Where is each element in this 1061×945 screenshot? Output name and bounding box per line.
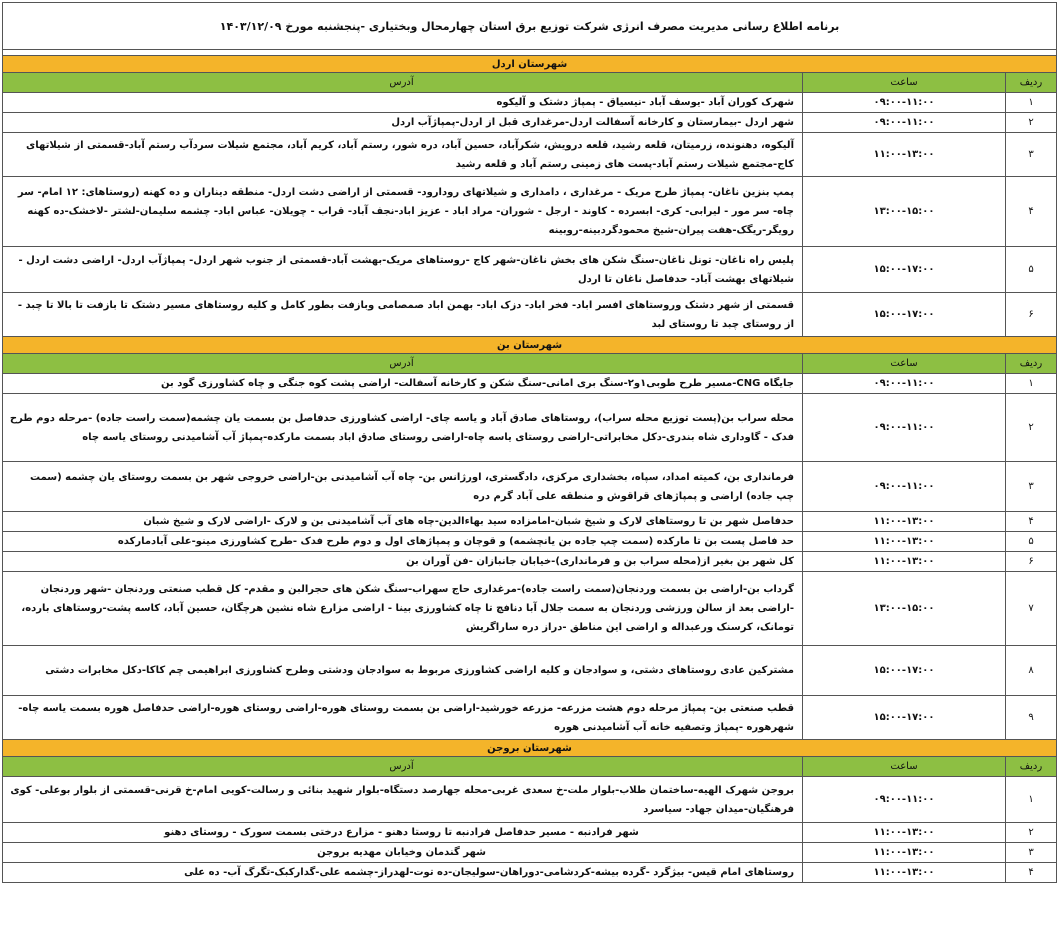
row-number-cell: ۶ bbox=[1006, 293, 1057, 337]
table-row bbox=[3, 843, 1057, 863]
time-range-cell: ۱۱:۰۰-۱۳:۰۰ bbox=[803, 843, 1006, 863]
table-row bbox=[3, 823, 1057, 843]
row-number-cell: ۵ bbox=[1006, 532, 1057, 552]
table-row bbox=[3, 462, 1057, 512]
row-number-cell: ۷ bbox=[1006, 572, 1057, 646]
county-header: شهرستان بن bbox=[3, 337, 1057, 354]
table-row bbox=[3, 572, 1057, 646]
table-row bbox=[3, 863, 1057, 883]
time-range-cell: ۱۳:۰۰-۱۵:۰۰ bbox=[803, 572, 1006, 646]
column-header-time: ساعت bbox=[803, 354, 1006, 374]
table-row bbox=[3, 777, 1057, 823]
address-cell: مشترکین عادی روستاهای دشتی، و سوادجان و کلیه اراضی کشاورزی مربوط به سوادجان ودشتی وطرح کشاورزی ابراهیمی چم کاکا-دکل مخابرات دشتی bbox=[3, 646, 803, 696]
table-row bbox=[3, 374, 1057, 394]
county-header: شهرستان بروجن bbox=[3, 740, 1057, 757]
sections-container bbox=[3, 56, 1057, 883]
address-cell: بروجن شهرک الهیه-ساختمان طلاب-بلوار ملت-خ سعدی غربی-محله جهارصد دستگاه-بلوار شهید بنائی و رسالت-کویی امام-خ قرنی-قسمتی از بلوار بوعلی- کوی فرهنگیان-میدان جهاد- سیاسرد bbox=[3, 777, 803, 823]
table-header-row bbox=[3, 73, 1057, 93]
address-cell: جایگاه CNG-مسیر طرح طوبی۱و۲-سنگ بری امانی-سنگ شکن و کارخانه آسفالت- اراضی پشت کوه جنگی و چاه کشاورزی گود بن bbox=[3, 374, 803, 394]
address-cell: حدفاصل شهر بن تا روستاهای لارک و شیخ شبان-امامزاده سید بهاءالدین-چاه های آب آشامیدنی بن و لارک -اراضی لارک و شیخ شبان bbox=[3, 512, 803, 532]
row-number-cell: ۱ bbox=[1006, 374, 1057, 394]
address-cell: گرداب بن-اراضی بن بسمت وردنجان(سمت راست جاده)-مرغداری حاج سهراب-سنگ شکن های حجرالبن و مقدم- کل قطب صنعتی وردنجان -شهر وردنجان -اراضی بعد از سالن ورزشی وردنجان به سمت جلال آبا دنافچ تا چاه کشاورزی بینا - اراضی مزارع شاه نشین هرچگان، حسین آباد، کاسه پشت-روستاهای بارده، تومانک، کرسنک ورعبداله و اراضی این مناطق -دراز دره ساراگریش bbox=[3, 572, 803, 646]
time-range-cell: ۱۱:۰۰-۱۳:۰۰ bbox=[803, 823, 1006, 843]
row-number-cell: ۴ bbox=[1006, 177, 1057, 247]
column-header-address: آدرس bbox=[3, 354, 803, 374]
table-header-row bbox=[3, 354, 1057, 374]
address-cell: قسمتی از شهر دشتک وروستاهای افسر اباد- فخر اباد- دزک اباد- بهمن اباد صمصامی وبازفت بطور کامل و کلیه روستاهای مسیر دشتک تا بازفت تا بالا تا چبد - از روستای چبد تا روستای لبد bbox=[3, 293, 803, 337]
time-range-cell: ۱۳:۰۰-۱۵:۰۰ bbox=[803, 177, 1006, 247]
table-header-row bbox=[3, 757, 1057, 777]
time-range-cell: ۰۹:۰۰-۱۱:۰۰ bbox=[803, 462, 1006, 512]
row-number-cell: ۶ bbox=[1006, 552, 1057, 572]
table-row bbox=[3, 293, 1057, 337]
time-range-cell: ۱۱:۰۰-۱۳:۰۰ bbox=[803, 552, 1006, 572]
column-header-row-number: ردیف bbox=[1006, 354, 1057, 374]
address-cell: روستاهای امام قیس- بیژگرد -گرده بیشه-کردشامی-دوراهان-سولیجان-ده توت-لهدراز-چشمه علی-گدارکبک-تگرگ آب- ده علی bbox=[3, 863, 803, 883]
row-number-cell: ۴ bbox=[1006, 863, 1057, 883]
outage-table bbox=[3, 73, 1057, 337]
row-number-cell: ۳ bbox=[1006, 843, 1057, 863]
time-range-cell: ۰۹:۰۰-۱۱:۰۰ bbox=[803, 394, 1006, 462]
page-title: برنامه اطلاع رسانی مدیریت مصرف انرژی شرکت توزیع برق استان چهارمحال وبختیاری -پنجشنبه مورخ ۱۴۰۳/۱۲/۰۹ bbox=[3, 3, 1057, 50]
time-range-cell: ۱۱:۰۰-۱۳:۰۰ bbox=[803, 863, 1006, 883]
table-row bbox=[3, 247, 1057, 293]
time-range-cell: ۱۱:۰۰-۱۳:۰۰ bbox=[803, 512, 1006, 532]
row-number-cell: ۲ bbox=[1006, 823, 1057, 843]
row-number-cell: ۹ bbox=[1006, 696, 1057, 740]
row-number-cell: ۱ bbox=[1006, 777, 1057, 823]
address-cell: فرمانداری بن، کمیته امداد، سپاه، بخشداری مرکزی، دادگستری، اورژانس بن- چاه آب آشامیدنی بن-اراضی خروجی شهر بن بسمت روستای یان چشمه (سمت چپ جاده) اراضی و پمپاژهای قراقوش و منطقه علی آباد گرم دره bbox=[3, 462, 803, 512]
column-header-time: ساعت bbox=[803, 73, 1006, 93]
table-row bbox=[3, 512, 1057, 532]
table-row bbox=[3, 133, 1057, 177]
table-row bbox=[3, 177, 1057, 247]
time-range-cell: ۰۹:۰۰-۱۱:۰۰ bbox=[803, 93, 1006, 113]
table-row bbox=[3, 552, 1057, 572]
table-row bbox=[3, 394, 1057, 462]
table-row bbox=[3, 93, 1057, 113]
column-header-address: آدرس bbox=[3, 73, 803, 93]
schedule-sheet bbox=[2, 2, 1057, 883]
column-header-time: ساعت bbox=[803, 757, 1006, 777]
table-row bbox=[3, 646, 1057, 696]
county-header: شهرستان اردل bbox=[3, 56, 1057, 73]
time-range-cell: ۰۹:۰۰-۱۱:۰۰ bbox=[803, 113, 1006, 133]
time-range-cell: ۱۵:۰۰-۱۷:۰۰ bbox=[803, 247, 1006, 293]
row-number-cell: ۳ bbox=[1006, 133, 1057, 177]
address-cell: کل شهر بن بغیر از(محله سراب بن و فرمانداری)-خیابان جانبازان -فن آوران بن bbox=[3, 552, 803, 572]
row-number-cell: ۸ bbox=[1006, 646, 1057, 696]
column-header-row-number: ردیف bbox=[1006, 757, 1057, 777]
address-cell: پلیس راه ناغان- تونل ناغان-سنگ شکن های بخش ناغان-شهر کاج -روستاهای مریک-بهشت آباد-قسمتی از جنوب شهر اردل- پمپاژآب اردل- اراضی دشت اردل - شیلاتهای بهشت آباد- حدفاصل ناغان تا اردل bbox=[3, 247, 803, 293]
address-cell: محله سراب بن(پست توزیع محله سراب)، روستاهای صادق آباد و یاسه چای- اراضی کشاورزی حدفاصل بن بسمت یان چشمه(سمت راست جاده) -مرحله دوم طرح فدک - گاوداری شاه بندری-دکل مخابراتی-اراضی روستای یاسه چاه-اراضی روستای صادق اباد بسمت مارکده-پمپاژ آب آشامیدنی روستای یاسه چاه bbox=[3, 394, 803, 462]
address-cell: شهر فرادنبه - مسیر حدفاصل فرادنبه تا روستا دهنو - مزارع درختی بسمت سورک - روستای دهنو bbox=[3, 823, 803, 843]
time-range-cell: ۱۱:۰۰-۱۳:۰۰ bbox=[803, 532, 1006, 552]
time-range-cell: ۰۹:۰۰-۱۱:۰۰ bbox=[803, 777, 1006, 823]
address-cell: پمپ بنزین ناغان- پمپاژ طرح مریک - مرغداری ، دامداری و شیلاتهای رودارود- قسمتی از اراضی دشت اردل- منطقه دیناران و ده کهنه (روستاهای: ۱۲ امام- سر چاه- سر مور - لیرابی- کری- ابسرده - کاوند - ارجل - شوران- مراد اباد - عزیز اباد-نجف آباد- قراب - چویلان- عباس اباد- چشمه سلیمان-لشتر -لاخشک-ده کهنه رویگر-ریگک-هفت پیران-شیخ محمودگردبینه-روبینه bbox=[3, 177, 803, 247]
address-cell: شهر اردل -بیمارستان و کارخانه آسفالت اردل-مرغداری قبل از اردل-پمپاژآب اردل bbox=[3, 113, 803, 133]
time-range-cell: ۰۹:۰۰-۱۱:۰۰ bbox=[803, 374, 1006, 394]
address-cell: حد فاصل پست بن تا مارکده (سمت چپ جاده بن یانچشمه) و قوچان و پمپاژهای اول و دوم طرح فدک -طرح کشاورزی مینو-علی آبادمارکده bbox=[3, 532, 803, 552]
row-number-cell: ۱ bbox=[1006, 93, 1057, 113]
table-row bbox=[3, 696, 1057, 740]
time-range-cell: ۱۵:۰۰-۱۷:۰۰ bbox=[803, 293, 1006, 337]
address-cell: آلیکوه، دهنونده، زرمیتان، قلعه رشید، قلعه درویش، شکرآباد، حسین آباد، دره شور، رستم آباد، کریم آباد، مجتمع شیلات سردآب رستم آباد-قسمتی از شیلاتهای کاج-مجتمع شیلات رستم آباد-پست های زمینی رستم آباد و قلعه رشید bbox=[3, 133, 803, 177]
time-range-cell: ۱۵:۰۰-۱۷:۰۰ bbox=[803, 696, 1006, 740]
time-range-cell: ۱۱:۰۰-۱۳:۰۰ bbox=[803, 133, 1006, 177]
outage-table bbox=[3, 757, 1057, 883]
column-header-address: آدرس bbox=[3, 757, 803, 777]
time-range-cell: ۱۵:۰۰-۱۷:۰۰ bbox=[803, 646, 1006, 696]
table-row bbox=[3, 532, 1057, 552]
row-number-cell: ۲ bbox=[1006, 394, 1057, 462]
address-cell: قطب صنعتی بن- پمپاژ مرحله دوم هشت مزرعه- مزرعه خورشید-اراضی بن بسمت روستای هوره-اراضی روستای هوره-اراضی حدفاصل هوره بسمت یاسه چاه-شهرهوره -پمپاژ وتصفیه خانه آب آشامیدنی هوره bbox=[3, 696, 803, 740]
column-header-row-number: ردیف bbox=[1006, 73, 1057, 93]
outage-table bbox=[3, 354, 1057, 740]
row-number-cell: ۳ bbox=[1006, 462, 1057, 512]
address-cell: شهرک کوران آباد -یوسف آباد -نیسیاق - پمپاژ دشتک و آلیکوه bbox=[3, 93, 803, 113]
table-row bbox=[3, 113, 1057, 133]
address-cell: شهر گندمان وخیابان مهدیه بروجن bbox=[3, 843, 803, 863]
row-number-cell: ۵ bbox=[1006, 247, 1057, 293]
row-number-cell: ۲ bbox=[1006, 113, 1057, 133]
row-number-cell: ۴ bbox=[1006, 512, 1057, 532]
